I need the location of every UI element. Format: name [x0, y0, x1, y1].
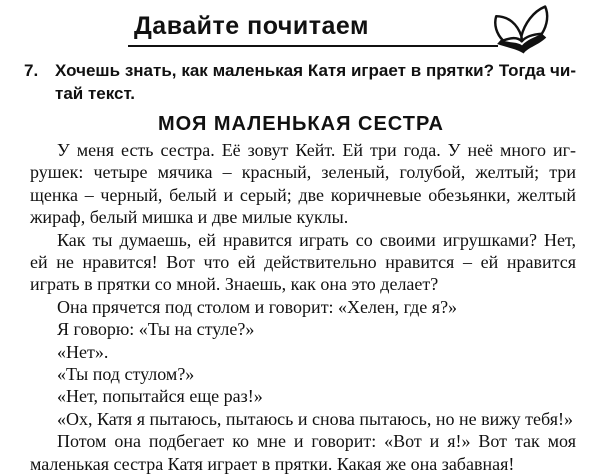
- text-line: Потом она подбегает ко мне и говорит: «Вот и я!» Вот так моя: [57, 431, 576, 452]
- text-line: У меня есть сестра. Её зовут Кейт. Ей три года. У неё много иг-: [57, 140, 576, 160]
- section-header-title: Давайте почитаем: [128, 12, 498, 47]
- text-line: Она прячется под столом и говорит: «Хелен, где я?»: [57, 296, 458, 317]
- text-line: Как ты думаешь, ей нравится играть со своими игрушками? Нет,: [57, 229, 576, 250]
- text-line: «Нет, попытайся еще раз!»: [57, 386, 263, 407]
- open-book-icon: [486, 0, 556, 62]
- text-line: играть в прятки со мной. Знаешь, как она это делает?: [30, 274, 439, 295]
- exercise-text: [55, 59, 576, 105]
- text-line: рушек: четыре мячика – красный, зеленый, голубой, желтый; три: [30, 162, 576, 183]
- exercise-number: 7.: [24, 61, 39, 80]
- section-header: [128, 12, 498, 47]
- text-line: Я говорю: «Ты на стуле?»: [57, 319, 255, 340]
- text-line: тай текст.: [55, 84, 136, 103]
- text-line: щенка – черный, белый и серый; две коричневые обезьянки, желтый: [30, 184, 576, 205]
- passage-body: [30, 139, 576, 475]
- text-line: «Нет».: [57, 341, 109, 362]
- text-line: «Ты под стулом?»: [57, 364, 195, 385]
- text-line: «Ох, Катя я пытаюсь, пытаюсь и снова пытаюсь, но не вижу тебя!»: [57, 408, 573, 429]
- text-line: Хочешь знать, как маленькая Катя играет в прятки? Тогда чи-: [55, 61, 576, 80]
- exercise-block: [24, 59, 576, 105]
- passage-title: МОЯ МАЛЕНЬКАЯ СЕСТРА: [158, 113, 444, 135]
- text-line: жираф, белый мишка и две милые куклы.: [30, 207, 349, 228]
- text-line: ей не нравится! Вот что ей действительно нравится – ей нравится: [30, 252, 576, 273]
- text-line: маленькая сестра Катя играет в прятки. Какая же она забавная!: [30, 453, 515, 474]
